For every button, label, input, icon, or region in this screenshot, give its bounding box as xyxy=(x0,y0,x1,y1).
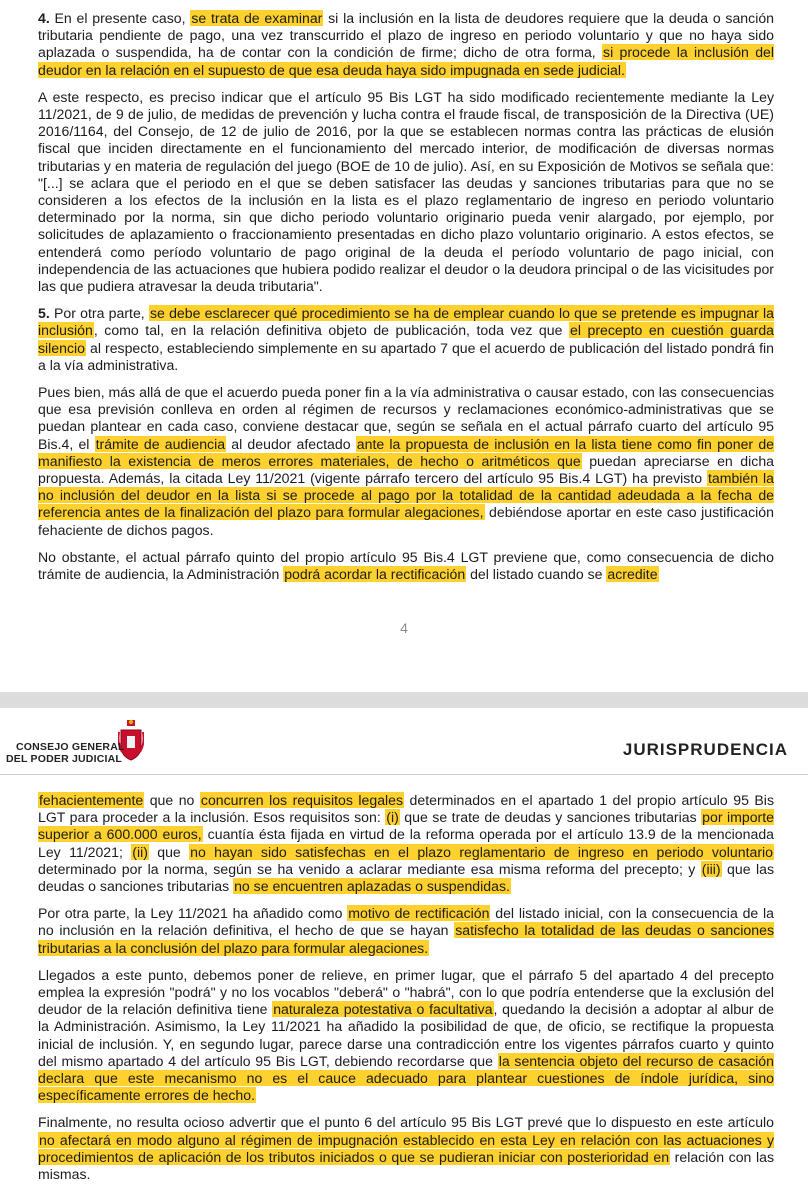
text-run: relación con las mismas. xyxy=(38,1148,775,1183)
text-run: que las deudas o sanciones tributarias xyxy=(38,860,774,895)
paragraph xyxy=(38,549,774,583)
highlight: acredite xyxy=(607,566,658,583)
text-run: , como tal, en la relación definitiva objeto de publicación, toda vez que xyxy=(93,322,569,339)
highlight: podrá acordar la rectificación xyxy=(284,566,466,583)
highlight: por importe superior a 600.000 euros, xyxy=(38,809,774,843)
paragraph-number: 4. xyxy=(38,10,50,26)
paragraph xyxy=(38,10,774,79)
text-run: Pues bien, más allá de que el acuerdo pueda poner fin a la vía administrativa o causar estado, con las consecuencias que esa previsión conlleva en orden al régimen de recursos y reclamaciones económico-administrativas que se puedan plantear en cada caso, conviene destacar que, según se señala en el actual párrafo cuarto del artículo 95 Bis.4, el xyxy=(38,384,774,452)
document-page-5 xyxy=(0,708,808,1200)
highlight: no afectará en modo alguno al régimen de impugnación establecido en esta Ley en relación con las actuaciones y procedimientos de aplicación de los tributos iniciados o que se pudieran iniciar con posterioridad en xyxy=(38,1131,774,1165)
text-run: Por otra parte, la Ley 11/2021 ha añadido como xyxy=(38,905,348,922)
paragraph xyxy=(38,384,774,539)
paragraph xyxy=(38,905,774,957)
org-name xyxy=(6,741,125,765)
paragraph xyxy=(38,967,774,1105)
page-header xyxy=(0,708,808,776)
highlight: (iii) xyxy=(701,860,721,877)
page-number: 4 xyxy=(400,620,408,636)
text-run: si la inclusión en la lista de deudores requiere que la deuda o sanción tributaria pendiente de pago, una vez transcurrido el plazo de ingreso en periodo voluntario y que no haya sido aplazada o suspendida, ha de contar con la condición de firme; dicho de otra forma, xyxy=(38,10,774,61)
highlight: no se encuentren aplazadas o suspendidas. xyxy=(234,878,510,895)
text-run: Por otra parte, xyxy=(49,305,149,322)
highlight: (i) xyxy=(386,809,399,826)
text-run: al respecto, estableciendo simplemente en su apartado 7 que el acuerdo de publicación del listado pondrá fin a la vía administrativa. xyxy=(38,339,774,373)
highlight: fehacientemente xyxy=(39,792,144,808)
text-run: que se trate de deudas y sanciones tributarias xyxy=(399,809,702,826)
header-rule xyxy=(0,774,808,775)
highlight: naturaleza potestativa o facultativa xyxy=(273,1001,493,1018)
text-run: No obstante, el actual párrafo quinto del propio artículo 95 Bis.4 LGT previene que, como consecuencia de dicho trámite de audiencia, la Administración xyxy=(38,548,774,583)
text-run: Finalmente, no resulta ocioso advertir que el punto 6 del artículo 95 Bis LGT prevé que lo dispuesto en este artículo xyxy=(38,1114,774,1131)
org-line-2: DEL PODER JUDICIAL xyxy=(6,753,123,765)
page-gap xyxy=(0,692,808,708)
highlight: motivo de rectificación xyxy=(348,905,490,922)
highlight: ante la propuesta de inclusión en la lista tiene como fin poner de manifiesto la existencia de meros errores materiales, de hecho o aritméticos que xyxy=(38,435,774,469)
paragraph xyxy=(38,1114,774,1183)
highlight: el precepto en cuestión guarda silencio xyxy=(38,322,774,356)
highlight: se trata de examinar xyxy=(191,10,323,26)
text-run: determinado por la norma, según se ha venido a aclarar mediante esa misma reforma del precepto; y xyxy=(38,860,701,877)
text-run: determinados en el apartado 1 del propio artículo 95 Bis LGT para proceder a la inclusión. Esos requisitos son: xyxy=(38,792,774,826)
text-run: del listado inicial, con la consecuencia de la no inclusión en la relación definitiva, el hecho de que se hayan xyxy=(38,905,775,939)
section-title: JURISPRUDENCIA xyxy=(622,740,788,759)
text-run: puedan apreciarse en dicha propuesta. Además, la citada Ley 11/2021 (vigente párrafo tercero del artículo 95 Bis.4 LGT) ha previsto xyxy=(38,452,774,487)
text-run: Llegados a este punto, debemos poner de relieve, en primer lugar, que el párrafo 5 del apartado 4 del precepto emplea la expresión "podrá" y no los vocablos "deberá" o "habrá", con lo que podría entenderse que la exclusión del deudor de la relación definitiva tiene xyxy=(38,966,774,1018)
highlight: concurren los requisitos legales xyxy=(200,792,404,808)
text-run: , quedando la decisión a adoptar al albur de la Administración. Asimismo, la Ley 11/2021 ha añadido la posibilidad de que, de oficio, se rectifique la propuesta inicial de inclusión. Y, en segundo lugar, parece darse una contradicción entre los vigentes párrafos cuarto y quinto del mismo apartado 4 del artículo 95 Bis LGT, debiendo recordarse que xyxy=(38,1001,774,1069)
paragraph xyxy=(38,305,774,374)
page-4-body xyxy=(38,10,774,593)
text-run: cuantía ésta fijada en virtud de la reforma operada por el artículo 13.9 de la mencionada Ley 11/2021; xyxy=(38,826,775,860)
text-run: debiéndose aportar en este caso justificación fehaciente de dichos pagos. xyxy=(38,504,774,538)
page-5-body xyxy=(38,792,774,1193)
highlight: (ii) xyxy=(132,843,148,860)
highlight: si procede la inclusión del deudor en la relación en el supuesto de que esa deuda haya sido impugnada en sede judicial. xyxy=(38,44,775,78)
text-run: al deudor afectado xyxy=(226,435,356,452)
text-run: A este respecto, es preciso indicar que el artículo 95 Bis LGT ha sido modificado recientemente mediante la Ley 11/2021, de 9 de julio, de medidas de prevención y lucha contra el fraude fiscal, de transposición de la Directiva (UE) 2016/1164, del Consejo, de 12 de julio de 2016, por la que se establecen normas contra las prácticas de elusión fiscal que inciden directamente en el funcionamiento del mercado interior, de modificación de diversas normas tributarias y en materia de regulación del juego (BOE de 10 de julio). Así, en su Exposición de Motivos se señala que: "[...] se aclara que el periodo en el que se deben satisfacer las deudas y sanciones tributarias para que no se consideren a los efectos de la inclusión en la lista es el plazo reglamentario de ingreso en periodo voluntario determinado por la norma, sin que dicho periodo voluntario originario pueda venir alargado, por ejemplo, por solicitudes de aplazamiento o fraccionamiento presentadas en dicho plazo voluntario originario. A estos efectos, se entenderá como período voluntario de pago original de la deuda el período voluntario de pago inicial, con independencia de las actuaciones que hubiera podido realizar el deudor o la deudora principal o de las vicisitudes por las que pudiera atravesar la deuda tributaria". xyxy=(38,88,774,295)
text-run: que no xyxy=(144,792,200,808)
highlight: satisfecho la totalidad de las deudas o sanciones tributarias a la conclusión del plazo para formular alegaciones. xyxy=(38,922,774,956)
highlight: la sentencia objeto del recurso de casación declara que este mecanismo no es el cauce adecuado para plantear cuestiones de índole jurídica, sino específicamente errores de hecho. xyxy=(38,1052,774,1104)
highlight: no hayan sido satisfechas en el plazo reglamentario de ingreso en periodo voluntario xyxy=(190,843,773,860)
highlight: trámite de audiencia xyxy=(95,435,226,452)
text-run: del listado cuando se xyxy=(466,566,607,583)
paragraph-number: 5. xyxy=(38,305,50,322)
text-run: En el presente caso, xyxy=(49,10,191,26)
highlight: se debe esclarecer qué procedimiento se ha de emplear cuando lo que se pretende es impugnar la inclusión xyxy=(38,305,774,339)
text-run: que xyxy=(148,843,190,860)
org-line-1: CONSEJO GENERAL xyxy=(16,741,125,753)
paragraph xyxy=(38,89,774,295)
paragraph xyxy=(38,792,774,895)
highlight: también la no inclusión del deudor en la lista si se procede al pago por la totalidad de la cantidad adeudada a la fecha de referencia antes de la finalización del plazo para formular alegaciones, xyxy=(38,470,774,521)
